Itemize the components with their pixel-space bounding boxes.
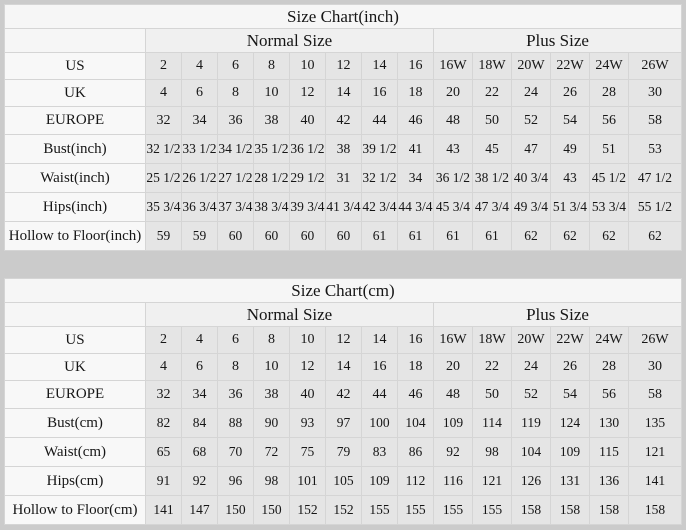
size-value-cell: 26W <box>629 327 682 354</box>
size-value-cell: 40 <box>290 107 326 135</box>
size-value-cell: 47 3/4 <box>473 193 512 222</box>
size-value-cell: 100 <box>362 409 398 438</box>
table-row <box>5 193 682 222</box>
size-value-cell: 104 <box>398 409 434 438</box>
plus-size-header: Plus Size <box>434 303 682 327</box>
size-value-cell: 48 <box>434 107 473 135</box>
size-value-cell: 98 <box>473 438 512 467</box>
row-label: EUROPE <box>5 107 146 135</box>
size-value-cell: 12 <box>326 327 362 354</box>
size-value-cell: 49 3/4 <box>512 193 551 222</box>
table-row <box>5 409 682 438</box>
size-value-cell: 27 1/2 <box>218 164 254 193</box>
size-value-cell: 70 <box>218 438 254 467</box>
size-value-cell: 16W <box>434 53 473 80</box>
table-row <box>5 467 682 496</box>
size-value-cell: 135 <box>629 409 682 438</box>
size-value-cell: 20W <box>512 53 551 80</box>
size-value-cell: 147 <box>182 496 218 525</box>
size-value-cell: 32 1/2 <box>146 135 182 164</box>
size-value-cell: 36 3/4 <box>182 193 218 222</box>
size-value-cell: 41 <box>398 135 434 164</box>
size-chart-cm-table <box>4 278 682 525</box>
size-value-cell: 26W <box>629 53 682 80</box>
size-value-cell: 61 <box>362 222 398 251</box>
size-value-cell: 22W <box>551 53 590 80</box>
row-label: EUROPE <box>5 381 146 409</box>
size-value-cell: 44 <box>362 381 398 409</box>
size-value-cell: 45 1/2 <box>590 164 629 193</box>
size-value-cell: 42 <box>326 381 362 409</box>
size-value-cell: 60 <box>218 222 254 251</box>
size-value-cell: 43 <box>551 164 590 193</box>
table-row <box>5 135 682 164</box>
size-value-cell: 124 <box>551 409 590 438</box>
size-value-cell: 48 <box>434 381 473 409</box>
size-value-cell: 18 <box>398 80 434 107</box>
size-value-cell: 6 <box>218 53 254 80</box>
size-value-cell: 136 <box>590 467 629 496</box>
size-value-cell: 33 1/2 <box>182 135 218 164</box>
row-label: US <box>5 327 146 354</box>
size-value-cell: 109 <box>551 438 590 467</box>
size-value-cell: 109 <box>434 409 473 438</box>
size-value-cell: 155 <box>398 496 434 525</box>
size-value-cell: 32 <box>146 381 182 409</box>
size-value-cell: 22 <box>473 80 512 107</box>
size-value-cell: 32 1/2 <box>362 164 398 193</box>
size-value-cell: 14 <box>362 327 398 354</box>
size-value-cell: 10 <box>254 354 290 381</box>
size-value-cell: 35 3/4 <box>146 193 182 222</box>
size-value-cell: 26 1/2 <box>182 164 218 193</box>
size-group-header-row <box>5 303 682 327</box>
table-row <box>5 164 682 193</box>
size-value-cell: 91 <box>146 467 182 496</box>
size-value-cell: 18W <box>473 53 512 80</box>
normal-size-header: Normal Size <box>146 303 434 327</box>
size-value-cell: 14 <box>326 80 362 107</box>
size-value-cell: 59 <box>146 222 182 251</box>
size-value-cell: 62 <box>590 222 629 251</box>
table-row <box>5 107 682 135</box>
size-value-cell: 131 <box>551 467 590 496</box>
size-value-cell: 18 <box>398 354 434 381</box>
size-value-cell: 121 <box>629 438 682 467</box>
size-value-cell: 141 <box>629 467 682 496</box>
table-row <box>5 53 682 80</box>
size-value-cell: 8 <box>254 53 290 80</box>
size-value-cell: 14 <box>362 53 398 80</box>
table-title: Size Chart(cm) <box>5 279 682 303</box>
size-value-cell: 25 1/2 <box>146 164 182 193</box>
size-value-cell: 30 <box>629 354 682 381</box>
size-value-cell: 24W <box>590 53 629 80</box>
size-value-cell: 24W <box>590 327 629 354</box>
size-value-cell: 38 <box>254 381 290 409</box>
size-value-cell: 24 <box>512 354 551 381</box>
size-value-cell: 22 <box>473 354 512 381</box>
size-value-cell: 18W <box>473 327 512 354</box>
table-title-row <box>5 279 682 303</box>
size-chart-inch-body <box>5 53 682 251</box>
row-label: US <box>5 53 146 80</box>
size-value-cell: 75 <box>290 438 326 467</box>
size-value-cell: 62 <box>551 222 590 251</box>
size-value-cell: 158 <box>551 496 590 525</box>
size-value-cell: 4 <box>182 327 218 354</box>
size-value-cell: 36 <box>218 107 254 135</box>
size-value-cell: 68 <box>182 438 218 467</box>
size-value-cell: 86 <box>398 438 434 467</box>
size-value-cell: 152 <box>290 496 326 525</box>
table-row <box>5 354 682 381</box>
size-value-cell: 158 <box>512 496 551 525</box>
size-value-cell: 88 <box>218 409 254 438</box>
size-value-cell: 52 <box>512 107 551 135</box>
size-value-cell: 104 <box>512 438 551 467</box>
size-value-cell: 54 <box>551 107 590 135</box>
plus-size-header: Plus Size <box>434 29 682 53</box>
size-value-cell: 53 3/4 <box>590 193 629 222</box>
size-value-cell: 112 <box>398 467 434 496</box>
size-value-cell: 34 <box>398 164 434 193</box>
size-value-cell: 130 <box>590 409 629 438</box>
size-value-cell: 32 <box>146 107 182 135</box>
size-value-cell: 44 <box>362 107 398 135</box>
size-value-cell: 29 1/2 <box>290 164 326 193</box>
size-value-cell: 20 <box>434 354 473 381</box>
size-value-cell: 16 <box>398 53 434 80</box>
size-value-cell: 150 <box>218 496 254 525</box>
size-value-cell: 8 <box>218 80 254 107</box>
size-value-cell: 92 <box>182 467 218 496</box>
size-value-cell: 41 3/4 <box>326 193 362 222</box>
size-group-header-row <box>5 29 682 53</box>
size-value-cell: 46 <box>398 107 434 135</box>
size-value-cell: 6 <box>182 80 218 107</box>
size-value-cell: 12 <box>326 53 362 80</box>
size-value-cell: 39 1/2 <box>362 135 398 164</box>
size-chart-cm-body <box>5 327 682 525</box>
row-label: Waist(inch) <box>5 164 146 193</box>
size-value-cell: 155 <box>434 496 473 525</box>
size-value-cell: 37 3/4 <box>218 193 254 222</box>
size-value-cell: 141 <box>146 496 182 525</box>
size-value-cell: 28 <box>590 80 629 107</box>
size-value-cell: 30 <box>629 80 682 107</box>
size-value-cell: 47 <box>512 135 551 164</box>
size-value-cell: 26 <box>551 354 590 381</box>
size-value-cell: 65 <box>146 438 182 467</box>
size-value-cell: 6 <box>182 354 218 381</box>
size-value-cell: 56 <box>590 381 629 409</box>
size-value-cell: 34 1/2 <box>218 135 254 164</box>
size-value-cell: 44 3/4 <box>398 193 434 222</box>
size-value-cell: 84 <box>182 409 218 438</box>
corner-cell <box>5 29 146 53</box>
size-value-cell: 40 3/4 <box>512 164 551 193</box>
size-value-cell: 61 <box>473 222 512 251</box>
size-value-cell: 8 <box>254 327 290 354</box>
size-value-cell: 16 <box>398 327 434 354</box>
size-value-cell: 158 <box>629 496 682 525</box>
size-value-cell: 46 <box>398 381 434 409</box>
row-label: Hollow to Floor(inch) <box>5 222 146 251</box>
size-value-cell: 45 <box>473 135 512 164</box>
size-value-cell: 6 <box>218 327 254 354</box>
size-value-cell: 38 3/4 <box>254 193 290 222</box>
corner-cell <box>5 303 146 327</box>
size-value-cell: 126 <box>512 467 551 496</box>
size-value-cell: 22W <box>551 327 590 354</box>
size-value-cell: 45 3/4 <box>434 193 473 222</box>
size-value-cell: 2 <box>146 327 182 354</box>
normal-size-header: Normal Size <box>146 29 434 53</box>
size-value-cell: 109 <box>362 467 398 496</box>
size-value-cell: 121 <box>473 467 512 496</box>
size-value-cell: 20W <box>512 327 551 354</box>
table-row <box>5 496 682 525</box>
size-value-cell: 115 <box>590 438 629 467</box>
size-value-cell: 55 1/2 <box>629 193 682 222</box>
size-value-cell: 26 <box>551 80 590 107</box>
size-value-cell: 34 <box>182 381 218 409</box>
size-value-cell: 105 <box>326 467 362 496</box>
size-value-cell: 16 <box>362 80 398 107</box>
size-value-cell: 54 <box>551 381 590 409</box>
table-row <box>5 222 682 251</box>
size-value-cell: 158 <box>590 496 629 525</box>
size-value-cell: 114 <box>473 409 512 438</box>
size-value-cell: 2 <box>146 53 182 80</box>
size-value-cell: 58 <box>629 107 682 135</box>
size-value-cell: 42 <box>326 107 362 135</box>
size-value-cell: 28 1/2 <box>254 164 290 193</box>
size-value-cell: 61 <box>398 222 434 251</box>
size-value-cell: 38 <box>326 135 362 164</box>
row-label: Hips(inch) <box>5 193 146 222</box>
size-value-cell: 101 <box>290 467 326 496</box>
row-label: UK <box>5 354 146 381</box>
size-value-cell: 47 1/2 <box>629 164 682 193</box>
size-value-cell: 4 <box>146 80 182 107</box>
size-value-cell: 119 <box>512 409 551 438</box>
size-value-cell: 152 <box>326 496 362 525</box>
size-value-cell: 39 3/4 <box>290 193 326 222</box>
size-value-cell: 43 <box>434 135 473 164</box>
size-value-cell: 97 <box>326 409 362 438</box>
size-value-cell: 79 <box>326 438 362 467</box>
size-value-cell: 36 1/2 <box>290 135 326 164</box>
row-label: Bust(cm) <box>5 409 146 438</box>
row-label: UK <box>5 80 146 107</box>
size-value-cell: 10 <box>290 53 326 80</box>
size-value-cell: 90 <box>254 409 290 438</box>
size-value-cell: 62 <box>512 222 551 251</box>
size-value-cell: 31 <box>326 164 362 193</box>
size-value-cell: 40 <box>290 381 326 409</box>
row-label: Hollow to Floor(cm) <box>5 496 146 525</box>
size-value-cell: 20 <box>434 80 473 107</box>
table-row <box>5 381 682 409</box>
size-value-cell: 56 <box>590 107 629 135</box>
size-value-cell: 116 <box>434 467 473 496</box>
row-label: Waist(cm) <box>5 438 146 467</box>
table-title-row <box>5 5 682 29</box>
table-title: Size Chart(inch) <box>5 5 682 29</box>
size-value-cell: 16W <box>434 327 473 354</box>
size-value-cell: 49 <box>551 135 590 164</box>
size-value-cell: 98 <box>254 467 290 496</box>
size-value-cell: 61 <box>434 222 473 251</box>
size-value-cell: 51 <box>590 135 629 164</box>
size-value-cell: 28 <box>590 354 629 381</box>
size-value-cell: 60 <box>326 222 362 251</box>
size-value-cell: 83 <box>362 438 398 467</box>
size-value-cell: 36 1/2 <box>434 164 473 193</box>
size-value-cell: 52 <box>512 381 551 409</box>
size-value-cell: 16 <box>362 354 398 381</box>
size-value-cell: 150 <box>254 496 290 525</box>
size-value-cell: 53 <box>629 135 682 164</box>
size-value-cell: 62 <box>629 222 682 251</box>
size-value-cell: 4 <box>182 53 218 80</box>
size-value-cell: 58 <box>629 381 682 409</box>
size-value-cell: 50 <box>473 107 512 135</box>
size-value-cell: 93 <box>290 409 326 438</box>
size-value-cell: 34 <box>182 107 218 135</box>
size-value-cell: 42 3/4 <box>362 193 398 222</box>
size-value-cell: 38 1/2 <box>473 164 512 193</box>
size-value-cell: 8 <box>218 354 254 381</box>
size-value-cell: 4 <box>146 354 182 381</box>
size-value-cell: 50 <box>473 381 512 409</box>
size-chart-inch-table <box>4 4 682 251</box>
size-value-cell: 24 <box>512 80 551 107</box>
size-value-cell: 12 <box>290 354 326 381</box>
size-value-cell: 38 <box>254 107 290 135</box>
size-value-cell: 10 <box>254 80 290 107</box>
size-value-cell: 60 <box>290 222 326 251</box>
table-row <box>5 438 682 467</box>
size-value-cell: 92 <box>434 438 473 467</box>
size-value-cell: 12 <box>290 80 326 107</box>
size-value-cell: 155 <box>473 496 512 525</box>
size-value-cell: 51 3/4 <box>551 193 590 222</box>
size-value-cell: 82 <box>146 409 182 438</box>
size-value-cell: 96 <box>218 467 254 496</box>
size-value-cell: 59 <box>182 222 218 251</box>
size-value-cell: 155 <box>362 496 398 525</box>
size-value-cell: 36 <box>218 381 254 409</box>
table-row <box>5 80 682 107</box>
size-value-cell: 14 <box>326 354 362 381</box>
size-value-cell: 35 1/2 <box>254 135 290 164</box>
row-label: Bust(inch) <box>5 135 146 164</box>
size-value-cell: 72 <box>254 438 290 467</box>
size-value-cell: 10 <box>290 327 326 354</box>
size-value-cell: 60 <box>254 222 290 251</box>
row-label: Hips(cm) <box>5 467 146 496</box>
table-row <box>5 327 682 354</box>
